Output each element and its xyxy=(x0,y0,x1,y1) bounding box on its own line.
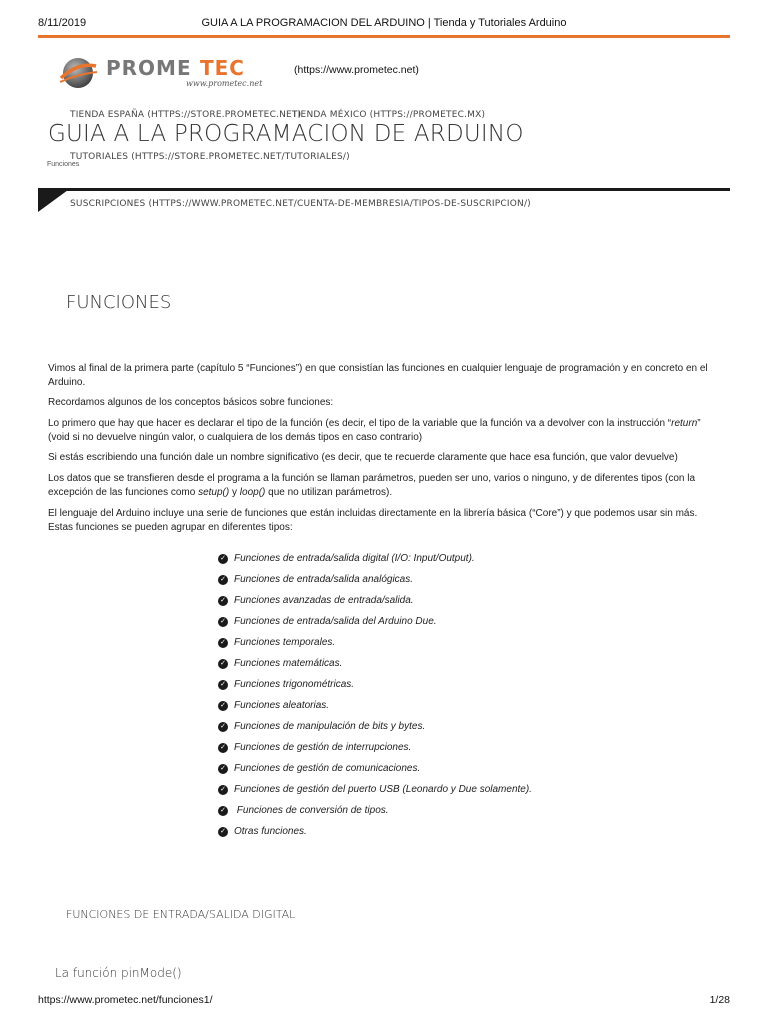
paragraph-recap: Recordamos algunos de los conceptos básicos sobre funciones: xyxy=(48,397,334,408)
check-circle-icon: ✓ xyxy=(218,554,228,564)
code-setup: setup() xyxy=(198,487,230,498)
list-item: ✓ Funciones de gestión de comunicaciones. xyxy=(218,758,532,779)
check-circle-icon: ✓ xyxy=(218,638,228,648)
print-title: GUIA A LA PROGRAMACION DEL ARDUINO | Tienda y Tutoriales Arduino xyxy=(201,17,567,29)
header-rule xyxy=(38,35,730,38)
list-item: ✓ Funciones temporales. xyxy=(218,632,532,653)
prometec-logo[interactable] xyxy=(58,52,290,94)
logo-tagline: www.prometec.net xyxy=(186,79,263,88)
logo-brand-left: PROME xyxy=(106,56,192,80)
text-span: ” (void si no devuelve ningún valor, o cualquiera de los demás tipos en caso contrario) xyxy=(48,418,701,443)
check-circle-icon: ✓ xyxy=(218,722,228,732)
nav-tutoriales[interactable]: TUTORIALES (HTTPS://STORE.PROMETEC.NET/TUTORIALES/) xyxy=(70,152,350,162)
paragraph-naming: Si estás escribiendo una función dale un nombre significativo (es decir, que te recuerde claramente que hace esa función, que valor devuelve) xyxy=(48,452,678,463)
paragraph-declare xyxy=(48,417,724,445)
section-heading: FUNCIONES DE ENTRADA/SALIDA DIGITAL xyxy=(66,908,296,921)
function-types-list xyxy=(218,548,532,842)
list-item: ✓ Funciones de entrada/salida digital (I/O: Input/Output). xyxy=(218,548,532,569)
check-circle-icon: ✓ xyxy=(218,785,228,795)
list-item: ✓ Funciones de gestión del puerto USB (Leonardo y Due solamente). xyxy=(218,779,532,800)
list-item: ✓ Funciones de conversión de tipos. xyxy=(218,800,532,821)
print-date: 8/11/2019 xyxy=(38,17,87,29)
print-footer-url: https://www.prometec.net/funciones1/ xyxy=(38,994,213,1006)
text-span: Lo primero que hay que hacer es declarar el tipo de la función (es decir, el tipo de la variable que la función va a devolver con la instrucción “ xyxy=(48,418,672,429)
nav-bar-divider xyxy=(38,188,730,191)
logo-globe-icon xyxy=(58,52,290,94)
code-return: return xyxy=(671,418,698,429)
logo-brand-right: TEC xyxy=(200,56,245,80)
text-span: y xyxy=(229,487,240,498)
subsection-heading: La función pinMode() xyxy=(55,966,182,980)
text-span: Los datos que se transfieren desde el programa a la función se llaman parámetros, pueden ser uno, varios o ninguno, y de diferentes tipos (con la excepción de las funciones como xyxy=(48,473,696,498)
check-circle-icon: ✓ xyxy=(218,596,228,606)
check-circle-icon: ✓ xyxy=(218,827,228,837)
check-circle-icon: ✓ xyxy=(218,575,228,585)
check-circle-icon: ✓ xyxy=(218,806,228,816)
paragraph-intro: Vimos al final de la primera parte (capítulo 5 “Funciones”) en que consistían las funciones en cualquier lenguaje de programación y en concreto en el Arduino. xyxy=(48,363,708,388)
list-item: ✓ Funciones de manipulación de bits y bytes. xyxy=(218,716,532,737)
list-item: ✓ Funciones aleatorias. xyxy=(218,695,532,716)
check-circle-icon: ✓ xyxy=(218,701,228,711)
nav-tienda-mexico[interactable]: TIENDA MÉXICO (HTTPS://PROMETEC.MX) xyxy=(292,110,486,120)
breadcrumb[interactable]: Funciones xyxy=(47,161,80,168)
site-title[interactable]: GUIA A LA PROGRAMACION DE ARDUINO xyxy=(48,121,524,147)
paragraph-parameters xyxy=(48,472,724,500)
nav-tienda-espana[interactable]: TIENDA ESPAÑA (HTTPS://STORE.PROMETEC.NET) xyxy=(70,110,302,120)
nav-suscripciones[interactable]: SUSCRIPCIONES (HTTPS://WWW.PROMETEC.NET/CUENTA-DE-MEMBRESIA/TIPOS-DE-SUSCRIPCION/) xyxy=(70,199,531,209)
paragraph-core: El lenguaje del Arduino incluye una serie de funciones que están incluidas directamente en la librería básica (“Core”) y que podemos usar sin más. Estas funciones se pueden agrupar en diferentes tipos: xyxy=(48,508,698,533)
text-span: que no utilizan parámetros). xyxy=(265,487,393,498)
logo-link[interactable]: (https://www.prometec.net) xyxy=(294,64,419,76)
nav-bar-corner xyxy=(38,190,68,212)
list-item: ✓ Funciones trigonométricas. xyxy=(218,674,532,695)
list-item: ✓ Otras funciones. xyxy=(218,821,532,842)
check-circle-icon: ✓ xyxy=(218,764,228,774)
page-heading: FUNCIONES xyxy=(66,292,172,313)
list-item: ✓ Funciones avanzadas de entrada/salida. xyxy=(218,590,532,611)
print-footer-page: 1/28 xyxy=(709,994,730,1006)
list-item: ✓ Funciones de entrada/salida analógicas. xyxy=(218,569,532,590)
code-loop: loop() xyxy=(239,487,266,498)
check-circle-icon: ✓ xyxy=(218,680,228,690)
list-item: ✓ Funciones de entrada/salida del Arduino Due. xyxy=(218,611,532,632)
check-circle-icon: ✓ xyxy=(218,617,228,627)
list-item: ✓ Funciones de gestión de interrupciones. xyxy=(218,737,532,758)
check-circle-icon: ✓ xyxy=(218,743,228,753)
list-item: ✓ Funciones matemáticas. xyxy=(218,653,532,674)
check-circle-icon: ✓ xyxy=(218,659,228,669)
